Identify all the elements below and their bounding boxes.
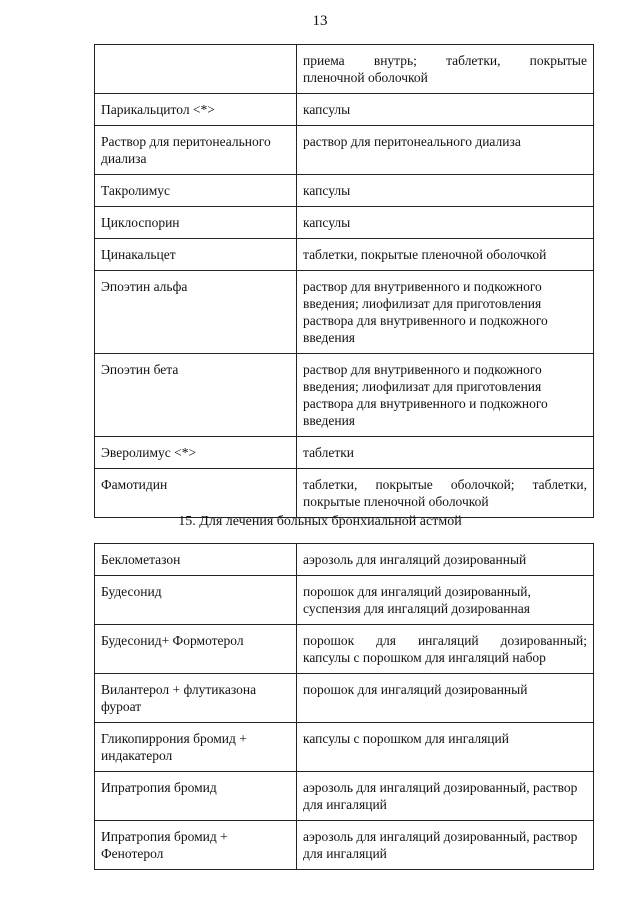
- table-row: [95, 437, 594, 469]
- table-row: [95, 175, 594, 207]
- table-row: [95, 354, 594, 437]
- table-row: [95, 772, 594, 821]
- table-row: [95, 207, 594, 239]
- dosage-form-cell: порошок для ингаляций дозированный: [297, 674, 594, 723]
- table-row: [95, 45, 594, 94]
- dosage-form-cell: капсулы с порошком для ингаляций: [297, 723, 594, 772]
- drug-name-cell: Будесонид+ Формотерол: [95, 625, 297, 674]
- dosage-form-cell: раствор для внутривенного и подкожного введения; лиофилизат для приготовления раствора для внутривенного и подкожного введения: [297, 271, 594, 354]
- drug-name-cell: Циклоспорин: [95, 207, 297, 239]
- table-row: [95, 126, 594, 175]
- table-row: [95, 544, 594, 576]
- drug-table-continued: [94, 44, 594, 518]
- drug-name-cell: Будесонид: [95, 576, 297, 625]
- table-row: [95, 271, 594, 354]
- drug-name-cell: Эпоэтин альфа: [95, 271, 297, 354]
- dosage-form-cell: таблетки: [297, 437, 594, 469]
- dosage-form-cell: раствор для перитонеального диализа: [297, 126, 594, 175]
- drug-name-cell: Раствор для перитонеального диализа: [95, 126, 297, 175]
- drug-name-cell: Ипратропия бромид + Фенотерол: [95, 821, 297, 870]
- dosage-form-cell: аэрозоль для ингаляций дозированный, раствор для ингаляций: [297, 821, 594, 870]
- drug-name-cell: Фамотидин: [95, 469, 297, 518]
- table-row: [95, 94, 594, 126]
- dosage-form-cell: аэрозоль для ингаляций дозированный: [297, 544, 594, 576]
- table-row: [95, 674, 594, 723]
- dosage-form-cell: аэрозоль для ингаляций дозированный, раствор для ингаляций: [297, 772, 594, 821]
- drug-name-cell: Эверолимус <*>: [95, 437, 297, 469]
- drug-name-cell: Гликопиррония бромид + индакатерол: [95, 723, 297, 772]
- dosage-form-line: таблетки, покрытые оболочкой; таблетки,: [303, 477, 587, 492]
- dosage-form-line: порошок для ингаляций дозированный;: [303, 633, 587, 648]
- dosage-form-cell: капсулы: [297, 94, 594, 126]
- dosage-form-cell: капсулы: [297, 207, 594, 239]
- table-row: [95, 821, 594, 870]
- dosage-form-line: пленочной оболочкой: [303, 70, 428, 85]
- dosage-form-line: приема внутрь; таблетки, покрытые: [303, 53, 587, 68]
- dosage-form-cell: [297, 45, 594, 94]
- table-row: [95, 625, 594, 674]
- dosage-form-line: покрытые пленочной оболочкой: [303, 494, 489, 509]
- dosage-form-line: капсулы с порошком для ингаляций набор: [303, 650, 546, 665]
- dosage-form-cell: [297, 469, 594, 518]
- table-row: [95, 469, 594, 518]
- table-row: [95, 576, 594, 625]
- dosage-form-cell: порошок для ингаляций дозированный, суспензия для ингаляций дозированная: [297, 576, 594, 625]
- drug-name-cell: [95, 45, 297, 94]
- dosage-form-cell: таблетки, покрытые пленочной оболочкой: [297, 239, 594, 271]
- dosage-form-cell: капсулы: [297, 175, 594, 207]
- drug-name-cell: Эпоэтин бета: [95, 354, 297, 437]
- drug-name-cell: Такролимус: [95, 175, 297, 207]
- dosage-form-cell: раствор для внутривенного и подкожного введения; лиофилизат для приготовления раствора для внутривенного и подкожного введения: [297, 354, 594, 437]
- page-number: 13: [312, 13, 328, 29]
- dosage-form-cell: [297, 625, 594, 674]
- drug-name-cell: Парикальцитол <*>: [95, 94, 297, 126]
- drug-table-asthma: [94, 543, 594, 870]
- drug-name-cell: Ипратропия бромид: [95, 772, 297, 821]
- section-heading: 15. Для лечения больных бронхиальной астмой: [178, 514, 462, 529]
- drug-name-cell: Вилантерол + флутиказона фуроат: [95, 674, 297, 723]
- drug-name-cell: Цинакальцет: [95, 239, 297, 271]
- drug-name-cell: Беклометазон: [95, 544, 297, 576]
- table-row: [95, 723, 594, 772]
- table-row: [95, 239, 594, 271]
